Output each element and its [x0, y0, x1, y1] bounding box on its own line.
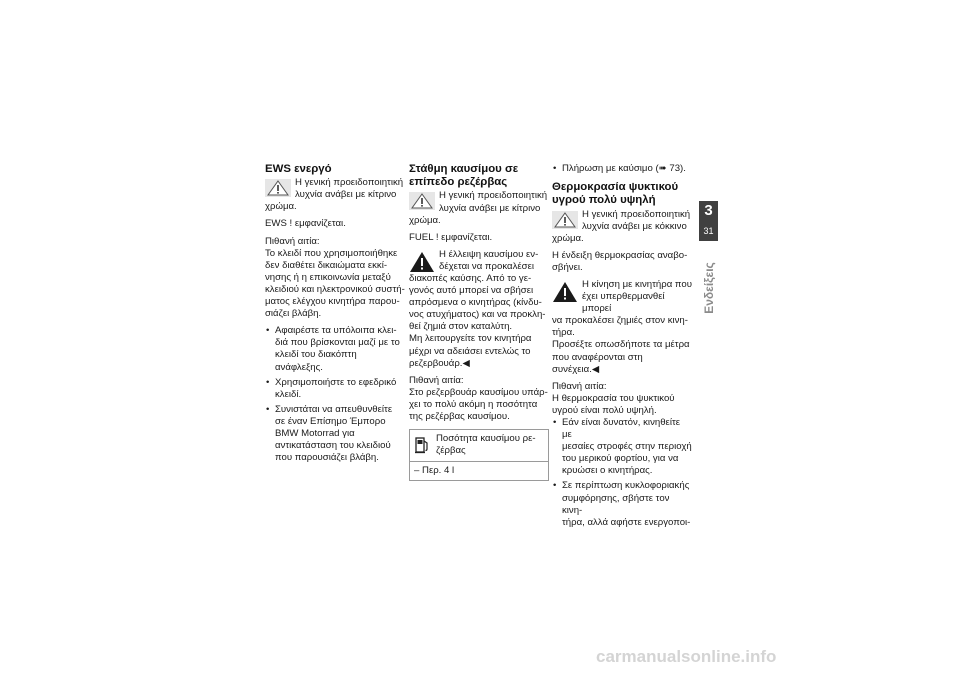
action-list: [552, 417, 692, 529]
watermark: carmanualsonline.info: [596, 647, 777, 666]
spec-box-header: [410, 430, 548, 462]
danger-text-line: δέχεται να προκαλέσει: [439, 260, 534, 272]
text-line: • Αφαιρέστε τα υπόλοιπα κλει-: [275, 325, 397, 337]
cause-text: [552, 393, 692, 417]
text-line: ματος ελέγχου κινητήρα παρου-: [265, 296, 400, 308]
text-line: Στο ρεζερβουάρ καυσίμου υπάρ-: [409, 386, 548, 398]
text-line: • Σε περίπτωση κυκλοφοριακής: [562, 480, 690, 492]
warning-text-line: λυχνία ανάβει με κόκκινο: [582, 220, 687, 232]
text-line: δεν διαθέτει δικαιώματα εκκί-: [265, 259, 388, 271]
danger-text-line: ρεζερβουάρ.◀: [409, 357, 470, 369]
heading-ews: EWS ενεργό: [265, 163, 332, 175]
page-number: 31: [703, 226, 714, 236]
action-list: [265, 325, 405, 464]
danger-text-line: απρόσμενα ο κινητήρας (κίνδυ-: [409, 297, 542, 309]
danger-text-line: διακοπές καύσης. Από το γε-: [409, 272, 532, 284]
text-line: τήρα, αλλά αφήστε ενεργοποι-: [562, 516, 691, 528]
text-line: διά που βρίσκονται μαζί με το: [275, 337, 400, 349]
text-line: κλειδιού και ηλεκτρονικού συστή-: [265, 283, 405, 295]
display-message: EWS ! εμφανίζεται.: [265, 218, 346, 230]
text-line: της ρεζέρβας καυσίμου.: [409, 411, 510, 422]
heading-line: Θερμοκρασία ψυκτικού: [552, 181, 679, 194]
spec-box-value: Περ. 4 l: [422, 465, 455, 477]
warning-triangle-icon: [265, 179, 291, 197]
danger-text-line: Μη λειτουργείτε τον κινητήρα: [409, 333, 532, 345]
text-line: συμφόρησης, σβήστε τον κινη-: [562, 492, 670, 516]
warning-triangle-icon: [552, 211, 578, 229]
danger-text-line: θεί ζημιά στον καταλύτη.: [409, 321, 513, 333]
warning-text-line: Η γενική προειδοποιητική: [582, 208, 691, 220]
text-line: κλειδί.: [275, 388, 302, 400]
text-line: που αναφέρονται στη συνέχεια.◀: [552, 351, 643, 375]
cause-label: Πιθανή αιτία:: [552, 380, 607, 392]
action-list: [552, 163, 692, 175]
warning-text-line: Η γενική προειδοποιητική: [295, 177, 404, 189]
dash-marker: –: [414, 465, 420, 477]
fuel-reserve-spec-box: [409, 429, 549, 481]
danger-row: [552, 279, 692, 315]
cause-text: [409, 387, 549, 423]
warning-text-line: χρώμα.: [552, 232, 584, 244]
column-fuel-reserve: [409, 163, 549, 481]
text-line: Η θερμοκρασία του ψυκτικού: [552, 392, 675, 404]
text-line: νησης ή η επικοινωνία μεταξύ: [265, 271, 391, 283]
fuel-pump-icon: [414, 435, 430, 455]
advice-text: [552, 339, 692, 375]
text-line: σε έναν Επίσημο Έμπορο: [275, 415, 386, 427]
text-line: υγρού είναι πολύ υψηλή.: [552, 404, 657, 416]
danger-text-line: μέχρι να αδειάσει εντελώς το: [409, 345, 531, 357]
list-item: • Πλήρωση με καύσιμο (➠ 73).: [552, 163, 692, 175]
danger-triangle-icon: [552, 281, 578, 303]
column-coolant-temperature: [552, 163, 692, 533]
cause-label: Πιθανή αιτία:: [409, 374, 464, 386]
list-item: [265, 377, 405, 401]
warning-text-line: χρώμα.: [409, 214, 441, 226]
list-item: [265, 325, 405, 373]
text-line: Το κλειδί που χρησιμοποιήθηκε: [265, 247, 398, 259]
warning-text-line: Η γενική προειδοποιητική: [439, 190, 548, 202]
danger-text-line: να προκαλέσει ζημιές στον κινη-: [552, 315, 688, 327]
text-line: σβήνει.: [552, 261, 583, 273]
text-line: σιάζει βλάβη.: [265, 308, 322, 320]
text-line: χει το πολύ ακόμη η ποσότητα: [409, 398, 538, 410]
warning-row: [409, 190, 549, 214]
danger-triangle-icon: [409, 251, 435, 273]
danger-text-line: τήρα.: [552, 327, 575, 339]
spec-box-title: ζέρβας: [436, 445, 466, 457]
warning-row: [552, 209, 692, 233]
danger-text-line: έχει υπερθερμανθεί μπορεί: [582, 291, 665, 315]
display-message: [552, 250, 692, 274]
chapter-tab: [699, 201, 718, 241]
danger-text-line: νος ατυχήματος) και να προκλη-: [409, 309, 546, 321]
text-line: Προσέξτε οπωσδήποτε τα μέτρα: [552, 339, 690, 351]
heading-line: Στάθμη καυσίμου σε: [409, 163, 519, 175]
text-line: του μερικού φορτίου, για να: [562, 453, 679, 465]
spec-box-title: Ποσότητα καυσίμου ρε-: [436, 433, 536, 445]
warning-row: [265, 177, 405, 201]
text-line: κλειδί του διακόπτη ανάφλεξης.: [275, 349, 357, 373]
section-title: Ενδείξεις: [701, 262, 716, 314]
cause-text: [265, 248, 405, 321]
heading-line: υγρού πολύ υψηλή: [552, 194, 656, 207]
warning-text-line: χρώμα.: [265, 201, 297, 213]
heading-line: επίπεδο ρεζέρβας: [409, 176, 508, 189]
danger-text-line: Η κίνηση με κινητήρα που: [582, 278, 692, 290]
text-line: που παρουσιάζει βλάβη.: [275, 452, 379, 464]
danger-text: [409, 273, 549, 370]
list-item: [552, 480, 692, 528]
warning-triangle-icon: [409, 192, 435, 210]
danger-text-line: Η έλλειψη καυσίμου εν-: [439, 248, 539, 260]
text-line: Η ένδειξη θερμοκρασίας αναβο-: [552, 249, 688, 261]
text-line: • Χρησιμοποιήστε το εφεδρικό: [275, 376, 397, 388]
heading-fuel-reserve: [409, 163, 549, 189]
display-message: FUEL ! εμφανίζεται.: [409, 231, 493, 243]
danger-row: [409, 249, 549, 273]
spec-box-value-row: [410, 462, 548, 480]
warning-text-line: λυχνία ανάβει με κίτρινο: [439, 202, 541, 214]
list-item: [552, 417, 692, 477]
danger-text: [552, 315, 692, 339]
text-line: μεσαίες στροφές στην περιοχή: [562, 441, 692, 453]
text-line: BMW Motorrad για: [275, 427, 355, 439]
heading-coolant-temperature: [552, 181, 692, 207]
text-line: κρυώσει ο κινητήρας.: [562, 465, 653, 477]
cause-label: Πιθανή αιτία:: [265, 235, 320, 247]
chapter-number: 3: [704, 202, 713, 219]
danger-text-line: γονός αυτό μπορεί να σβήσει: [409, 285, 534, 297]
warning-text-line: λυχνία ανάβει με κίτρινο: [295, 189, 397, 201]
text-line: αντικατάσταση του κλειδιού: [275, 440, 391, 452]
text-line: • Συνιστάται να απευθυνθείτε: [275, 403, 393, 415]
section-label-vertical: [699, 250, 718, 326]
column-ews: [265, 163, 405, 468]
list-item: [265, 404, 405, 464]
text-line: • Εάν είναι δυνατόν, κινηθείτε με: [562, 417, 681, 441]
